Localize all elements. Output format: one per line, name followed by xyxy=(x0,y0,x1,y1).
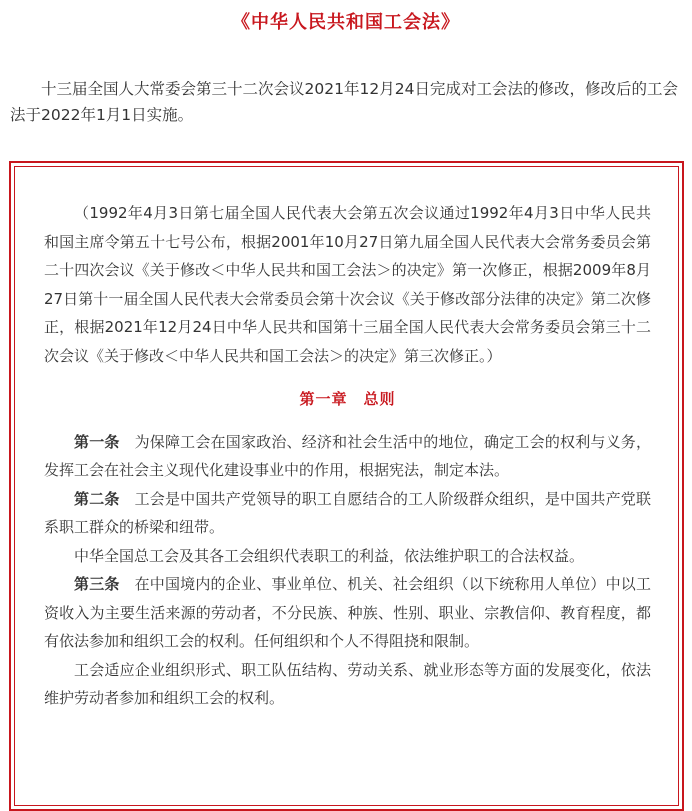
article-3-label: 第三条 xyxy=(74,575,120,593)
article-2 xyxy=(44,485,651,542)
law-text-inner xyxy=(14,166,679,806)
article-3-text: 在中国境内的企业、事业单位、机关、社会组织（以下统称用人单位）中以工资收入为主要生活来源的劳动者，不分民族、种族、性别、职业、宗教信仰、教育程度，都有依法参加和组织工会的权利。任何组织和个人不得阻挠和限制。 xyxy=(44,575,651,650)
article-2-text: 工会是中国共产党领导的职工自愿结合的工人阶级群众组织，是中国共产党联系职工群众的桥梁和纽带。 xyxy=(44,489,651,536)
article-1-text: 为保障工会在国家政治、经济和社会生活中的地位，确定工会的权利与义务，发挥工会在社会主义现代化建设事业中的作用，根据宪法，制定本法。 xyxy=(44,432,651,479)
article-3-paragraph-2: 工会适应企业组织形式、职工队伍结构、劳动关系、就业形态等方面的发展变化，依法维护劳动者参加和组织工会的权利。 xyxy=(44,660,651,707)
article-1 xyxy=(44,428,651,485)
page-title: 《中华人民共和国工会法》 xyxy=(232,12,460,33)
article-2-label: 第二条 xyxy=(74,489,120,508)
article-2-paragraph-2: 中华全国总工会及其各工会组织代表职工的利益，依法维护职工的合法权益。 xyxy=(74,546,585,565)
article-3 xyxy=(44,570,651,656)
intro-paragraph: 十三届全国人大常委会第三十二次会议2021年12月24日完成对工会法的修改，修改后的工会法于2022年1月1日实施。 xyxy=(10,80,678,124)
article-1-label: 第一条 xyxy=(74,432,120,451)
law-text-box xyxy=(9,161,684,811)
chapter-heading: 第一章 总则 xyxy=(299,390,396,408)
amendment-note: （1992年4月3日第七届全国人民代表大会第五次会议通过1992年4月3日中华人民共和国主席令第五十七号公布，根据2001年10月27日第九届全国人民代表大会常务委员会第二十四次会议《关于修改＜中华人民共和国工会法＞的决定》第一次修正，根据2009年8月27日第十一届全国人民代表大会常委员会第十次会议《关于修改部分法律的决定》第二次修正，根据2021年12月24日中华人民共和国第十三届全国人民代表大会常务委员会第三十二次会议《关于修改＜中华人民共和国工会法＞的决定》第三次修正。） xyxy=(44,204,651,365)
